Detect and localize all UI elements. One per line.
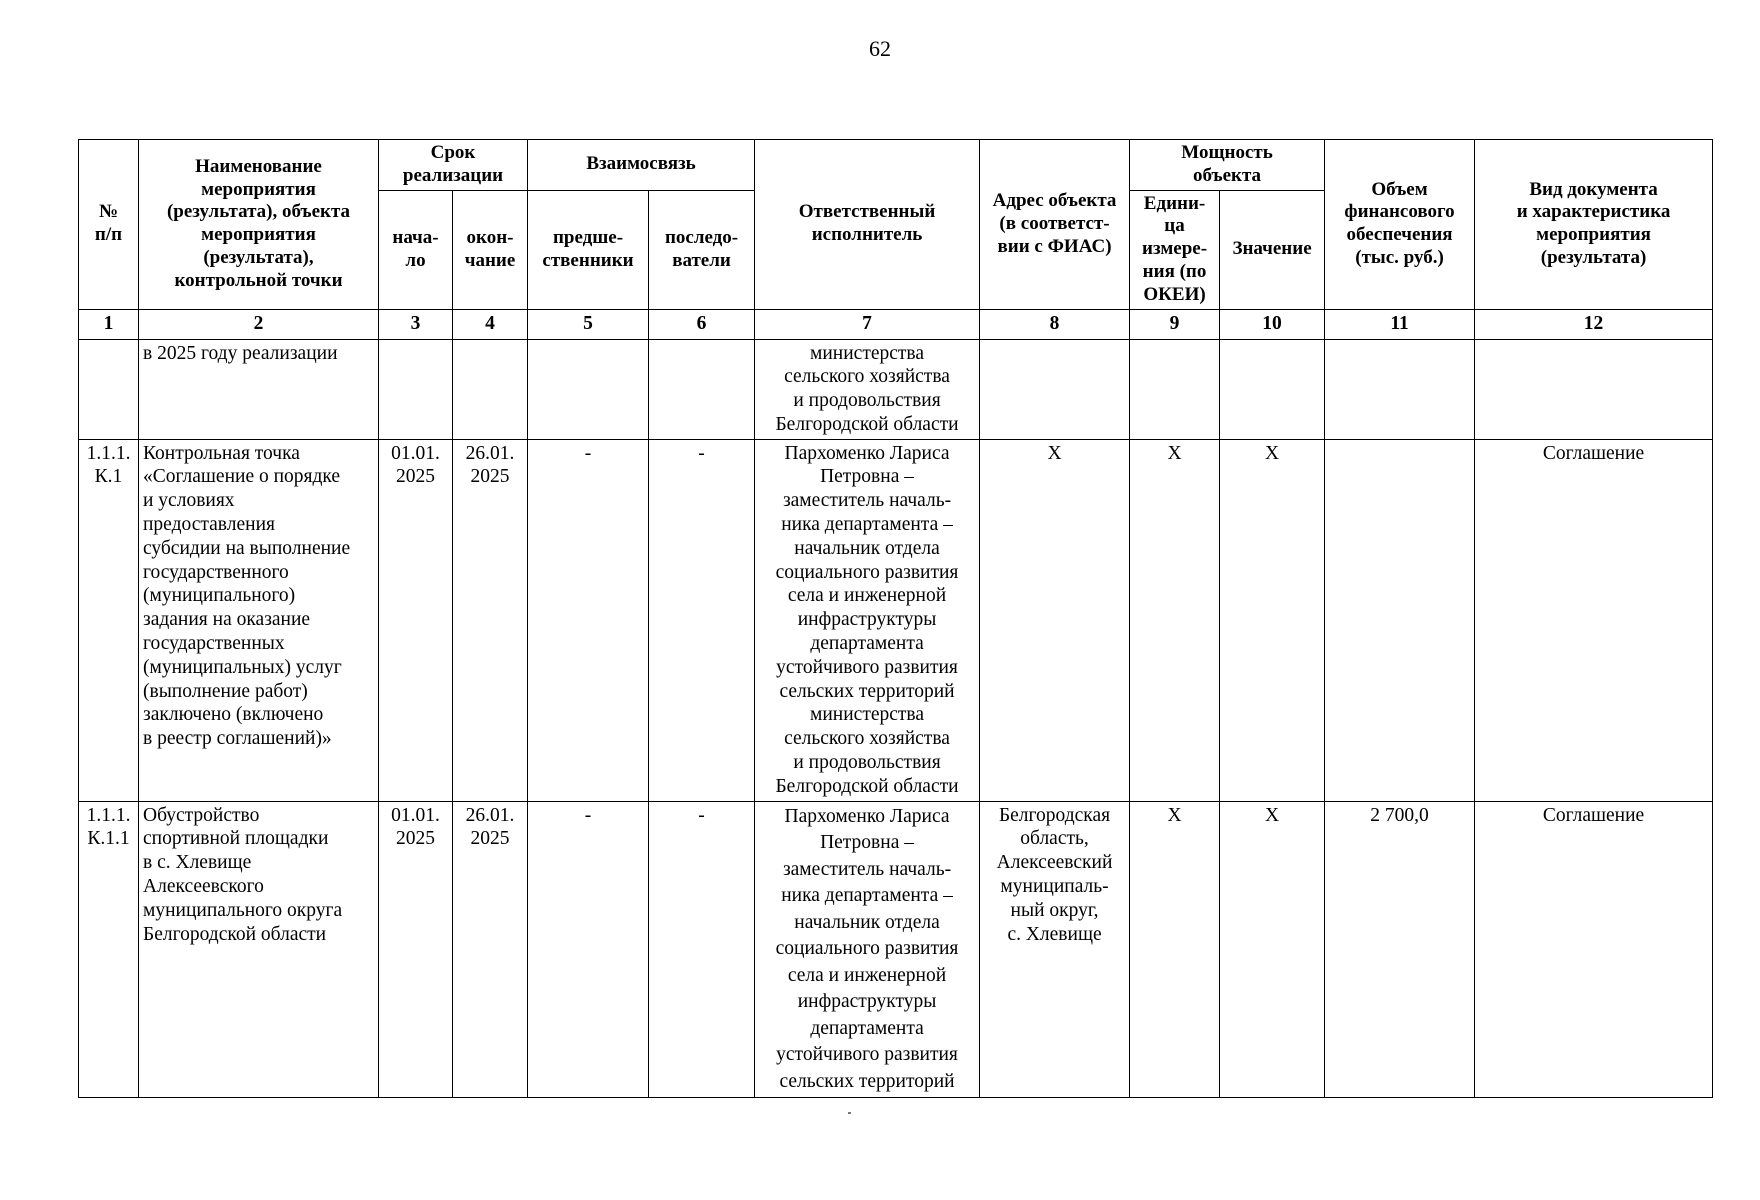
cell-number: 1.1.1. К.1.1: [79, 801, 139, 1098]
scan-speck: [848, 1112, 851, 1114]
column-number: 1: [79, 309, 139, 339]
cell-finance: [1325, 439, 1475, 801]
cell-name: в 2025 году реализации: [139, 339, 379, 439]
cell-value: X: [1220, 801, 1325, 1098]
cell-value: [1220, 339, 1325, 439]
cell-successors: -: [649, 801, 755, 1098]
cell-unit: X: [1130, 439, 1220, 801]
cell-unit: [1130, 339, 1220, 439]
header-col-name: Наименование мероприятия (результата), объекта мероприятия (результата), контрольной точки: [139, 140, 379, 310]
cell-end: 26.01. 2025: [453, 801, 528, 1098]
column-number: 9: [1130, 309, 1220, 339]
column-number: 12: [1475, 309, 1713, 339]
cell-responsible: министерства сельского хозяйства и продовольствия Белгородской области: [755, 339, 980, 439]
header-col-address: Адрес объекта (в соответст- вии с ФИАС): [980, 140, 1130, 310]
cell-finance: 2 700,0: [1325, 801, 1475, 1098]
cell-end: 26.01. 2025: [453, 439, 528, 801]
cell-start: 01.01. 2025: [379, 439, 453, 801]
header-col-finance: Объем финансового обеспечения (тыс. руб.): [1325, 140, 1475, 310]
header-col-predecessors: предше- ственники: [528, 190, 649, 309]
cell-end: [453, 339, 528, 439]
cell-responsible: Пархоменко Лариса Петровна – заместитель началь- ника департамента – начальник отдела социального развития села и инженерной инфраструктуры департамента устойчивого развития сельских территорий министерства сельского хозяйства и продовольствия Белгородской области: [755, 439, 980, 801]
column-number-row: [79, 309, 1713, 339]
page-number: 62: [869, 36, 891, 61]
table-row: [79, 439, 1713, 801]
cell-number: 1.1.1. К.1: [79, 439, 139, 801]
header-col-unit: Едини- ца измере- ния (по ОКЕИ): [1130, 190, 1220, 309]
column-number: 2: [139, 309, 379, 339]
header-col-value: Значение: [1220, 190, 1325, 309]
cell-name: Обустройство спортивной площадки в с. Хлевище Алексеевского муниципального округа Белгородской области: [139, 801, 379, 1098]
cell-document: [1475, 339, 1713, 439]
header-col-end: окон- чание: [453, 190, 528, 309]
cell-document: Соглашение: [1475, 801, 1713, 1098]
cell-responsible: Пархоменко Лариса Петровна – заместитель началь- ника департамента – начальник отдела социального развития села и инженерной инфраструктуры департамента устойчивого развития сельских территорий: [755, 801, 980, 1098]
header-col-successors: последо- ватели: [649, 190, 755, 309]
cell-start: 01.01. 2025: [379, 801, 453, 1098]
cell-address: [980, 339, 1130, 439]
header-relation-group: Взаимосвязь: [528, 140, 755, 191]
cell-finance: [1325, 339, 1475, 439]
cell-successors: [649, 339, 755, 439]
header-col-document: Вид документа и характеристика мероприятия (результата): [1475, 140, 1713, 310]
header-term-group: Срок реализации: [379, 140, 528, 191]
cell-address: Белгородская область, Алексеевский муниципаль- ный округ, с. Хлевище: [980, 801, 1130, 1098]
header-col-number: № п/п: [79, 140, 139, 310]
header-capacity-group: Мощность объекта: [1130, 140, 1325, 191]
table-row: [79, 339, 1713, 439]
cell-predecessors: -: [528, 439, 649, 801]
column-number: 3: [379, 309, 453, 339]
cell-address: X: [980, 439, 1130, 801]
column-number: 4: [453, 309, 528, 339]
table-row: [79, 801, 1713, 1098]
column-number: 7: [755, 309, 980, 339]
cell-predecessors: -: [528, 801, 649, 1098]
column-number: 11: [1325, 309, 1475, 339]
header-col-start: нача- ло: [379, 190, 453, 309]
cell-number: [79, 339, 139, 439]
header-col-responsible: Ответственный исполнитель: [755, 140, 980, 310]
cell-unit: X: [1130, 801, 1220, 1098]
column-number: 6: [649, 309, 755, 339]
column-number: 8: [980, 309, 1130, 339]
column-number: 5: [528, 309, 649, 339]
header-row-top: [79, 140, 1713, 191]
cell-predecessors: [528, 339, 649, 439]
cell-start: [379, 339, 453, 439]
cell-name: Контрольная точка «Соглашение о порядке и условиях предоставления субсидии на выполнение государственного (муниципального) задания на оказание государственных (муниципальных) услуг (выполнение работ) заключено (включено в реестр соглашений)»: [139, 439, 379, 801]
cell-document: Соглашение: [1475, 439, 1713, 801]
column-number: 10: [1220, 309, 1325, 339]
cell-value: X: [1220, 439, 1325, 801]
cell-successors: -: [649, 439, 755, 801]
activities-table: [78, 139, 1713, 1098]
